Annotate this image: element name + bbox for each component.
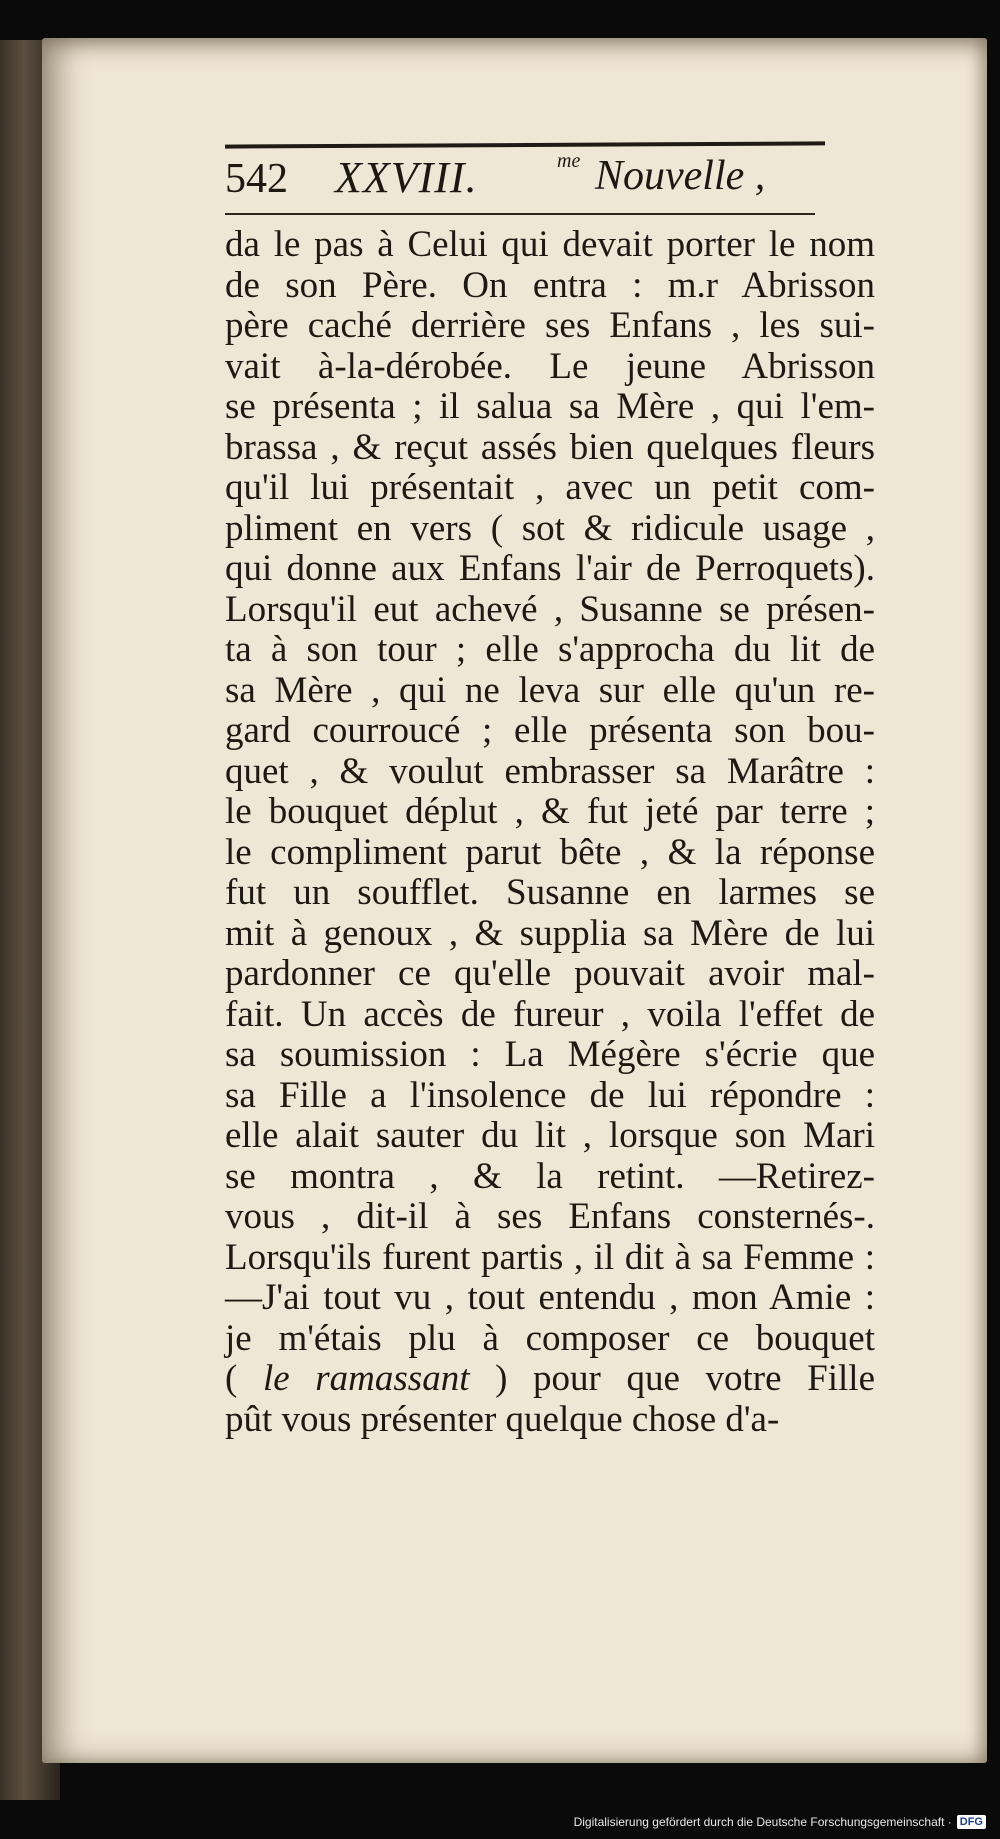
- text-line: père caché derrière ses Enfans , les sui-: [225, 305, 875, 346]
- chapter-numeral: XXVIII.: [335, 153, 478, 202]
- text-line: le bouquet déplut , & fut jeté par terre ;: [225, 791, 875, 832]
- text-line: vait à-la-dérobée. Le jeune Abrisson: [225, 345, 875, 387]
- text-line: sa soumission : La Mégère s'écrie que: [225, 1034, 875, 1075]
- text-line: Lorsqu'ils furent partis , il dit à sa Femme :: [225, 1236, 875, 1278]
- paren-open: (: [225, 1358, 238, 1399]
- body-text: [225, 225, 875, 1440]
- text-line: pliment en vers ( sot & ridicule usage ,: [225, 507, 875, 549]
- page-number: 542: [225, 156, 288, 202]
- text-line: se présenta ; il salua sa Mère , qui l'em-: [225, 386, 875, 427]
- text-line: qu'il lui présentait , avec un petit com-: [225, 467, 875, 508]
- line-rest: ) pour que votre Fille: [495, 1358, 876, 1399]
- running-head: [225, 150, 835, 210]
- text-line: vous , dit-il à ses Enfans consternés-.: [225, 1196, 875, 1237]
- text-line: se montra , & la retint. —Retirez-: [225, 1155, 875, 1197]
- header-bottom-rule: [225, 213, 815, 215]
- text-line: pût vous présenter quelque chose d'a-: [225, 1398, 780, 1440]
- italic-phrase: le ramassant: [262, 1358, 470, 1399]
- text-line-with-italic: [225, 1359, 875, 1400]
- text-line: Lorsqu'il eut achevé , Susanne se présen-: [225, 588, 875, 630]
- text-line: ta à son tour ; elle s'approcha du lit de: [225, 629, 875, 670]
- dfg-logo: DFG: [957, 1815, 986, 1829]
- text-line: —J'ai tout vu , tout entendu , mon Amie :: [225, 1277, 875, 1318]
- text-line: mit à genoux , & supplia sa Mère de lui: [225, 912, 875, 954]
- text-line: je m'étais plu à composer ce bouquet: [225, 1317, 875, 1359]
- text-line: sa Fille a l'insolence de lui répondre :: [225, 1074, 875, 1116]
- digitization-credit: [574, 1815, 986, 1829]
- text-line: quet , & voulut embrasser sa Marâtre :: [225, 750, 875, 792]
- text-line: brassa , & reçut assés bien quelques fleurs: [225, 426, 875, 468]
- credit-text: Digitalisierung gefördert durch die Deutsche Forschungsgemeinschaft ·: [573, 1815, 952, 1829]
- chapter-numeral-superscript: me: [557, 150, 581, 172]
- text-line: le compliment parut bête , & la réponse: [225, 831, 875, 873]
- text-line: fait. Un accès de fureur , voila l'effet de: [225, 993, 875, 1035]
- text-line: pardonner ce qu'elle pouvait avoir mal-: [225, 953, 875, 994]
- running-head-word: Nouvelle ,: [595, 153, 766, 199]
- text-line: elle alait sauter du lit , lorsque son Mari: [225, 1115, 875, 1156]
- text-line: da le pas à Celui qui devait porter le nom: [225, 224, 875, 265]
- text-line: sa Mère , qui ne leva sur elle qu'un re-: [225, 669, 875, 711]
- text-line: qui donne aux Enfans l'air de Perroquets).: [225, 548, 875, 589]
- text-line: fut un soufflet. Susanne en larmes se: [225, 872, 875, 913]
- text-line: gard courroucé ; elle présenta son bou-: [225, 710, 875, 751]
- text-line: de son Père. On entra : m.r Abrisson: [225, 264, 875, 306]
